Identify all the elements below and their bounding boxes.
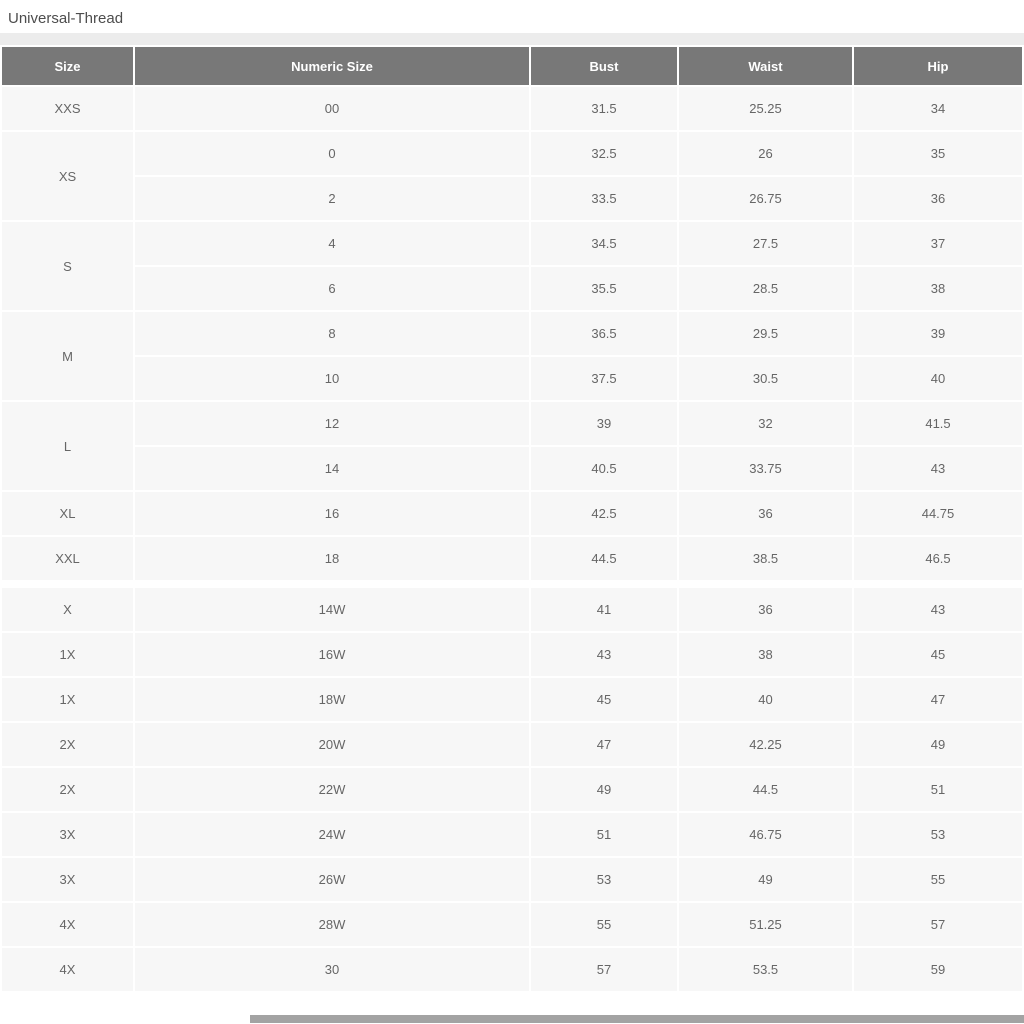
size-cell: XS bbox=[2, 132, 133, 220]
numeric-size-cell: 16W bbox=[135, 633, 529, 676]
hip-cell: 51 bbox=[854, 768, 1022, 811]
col-header-size: Size bbox=[2, 47, 133, 85]
waist-cell: 32 bbox=[679, 402, 852, 445]
hip-cell: 59 bbox=[854, 948, 1022, 991]
numeric-size-cell: 18W bbox=[135, 678, 529, 721]
hip-cell: 43 bbox=[854, 447, 1022, 490]
numeric-size-cell: 8 bbox=[135, 312, 529, 355]
waist-cell: 53.5 bbox=[679, 948, 852, 991]
hip-cell: 53 bbox=[854, 813, 1022, 856]
waist-cell: 44.5 bbox=[679, 768, 852, 811]
bust-cell: 44.5 bbox=[531, 537, 677, 580]
size-cell: XXS bbox=[2, 87, 133, 130]
numeric-size-cell: 10 bbox=[135, 357, 529, 400]
waist-cell: 38.5 bbox=[679, 537, 852, 580]
table-row bbox=[2, 87, 1022, 130]
section-gap bbox=[2, 582, 1022, 586]
numeric-size-cell: 18 bbox=[135, 537, 529, 580]
page-title: Universal-Thread bbox=[8, 10, 124, 27]
waist-cell: 33.75 bbox=[679, 447, 852, 490]
size-cell: 4X bbox=[2, 948, 133, 991]
bust-cell: 33.5 bbox=[531, 177, 677, 220]
size-cell: 4X bbox=[2, 903, 133, 946]
numeric-size-cell: 20W bbox=[135, 723, 529, 766]
bust-cell: 40.5 bbox=[531, 447, 677, 490]
table-row bbox=[2, 357, 1022, 400]
waist-cell: 46.75 bbox=[679, 813, 852, 856]
hip-cell: 49 bbox=[854, 723, 1022, 766]
hip-cell: 47 bbox=[854, 678, 1022, 721]
bust-cell: 41 bbox=[531, 588, 677, 631]
table-row bbox=[2, 537, 1022, 580]
size-cell: 3X bbox=[2, 813, 133, 856]
waist-cell: 28.5 bbox=[679, 267, 852, 310]
size-cell: 1X bbox=[2, 678, 133, 721]
numeric-size-cell: 14 bbox=[135, 447, 529, 490]
hip-cell: 34 bbox=[854, 87, 1022, 130]
bust-cell: 53 bbox=[531, 858, 677, 901]
divider-band bbox=[0, 33, 1024, 45]
hip-cell: 35 bbox=[854, 132, 1022, 175]
bust-cell: 32.5 bbox=[531, 132, 677, 175]
numeric-size-cell: 28W bbox=[135, 903, 529, 946]
table-row bbox=[2, 813, 1022, 856]
hip-cell: 45 bbox=[854, 633, 1022, 676]
table-row bbox=[2, 768, 1022, 811]
waist-cell: 40 bbox=[679, 678, 852, 721]
table-row bbox=[2, 222, 1022, 265]
hip-cell: 36 bbox=[854, 177, 1022, 220]
hip-cell: 57 bbox=[854, 903, 1022, 946]
size-cell: X bbox=[2, 588, 133, 631]
bust-cell: 36.5 bbox=[531, 312, 677, 355]
hip-cell: 41.5 bbox=[854, 402, 1022, 445]
numeric-size-cell: 00 bbox=[135, 87, 529, 130]
size-cell: 2X bbox=[2, 768, 133, 811]
waist-cell: 42.25 bbox=[679, 723, 852, 766]
table-row bbox=[2, 402, 1022, 445]
waist-cell: 51.25 bbox=[679, 903, 852, 946]
numeric-size-cell: 24W bbox=[135, 813, 529, 856]
waist-cell: 26.75 bbox=[679, 177, 852, 220]
col-header-hip: Hip bbox=[854, 47, 1022, 85]
numeric-size-cell: 16 bbox=[135, 492, 529, 535]
bust-cell: 57 bbox=[531, 948, 677, 991]
table-row bbox=[2, 312, 1022, 355]
numeric-size-cell: 26W bbox=[135, 858, 529, 901]
waist-cell: 36 bbox=[679, 492, 852, 535]
size-cell: 3X bbox=[2, 858, 133, 901]
col-header-waist: Waist bbox=[679, 47, 852, 85]
waist-cell: 36 bbox=[679, 588, 852, 631]
waist-cell: 30.5 bbox=[679, 357, 852, 400]
table-row bbox=[2, 633, 1022, 676]
size-cell: XL bbox=[2, 492, 133, 535]
numeric-size-cell: 22W bbox=[135, 768, 529, 811]
bust-cell: 51 bbox=[531, 813, 677, 856]
table-row bbox=[2, 858, 1022, 901]
header-row bbox=[2, 47, 1022, 85]
col-header-bust: Bust bbox=[531, 47, 677, 85]
numeric-size-cell: 4 bbox=[135, 222, 529, 265]
waist-cell: 25.25 bbox=[679, 87, 852, 130]
hip-cell: 39 bbox=[854, 312, 1022, 355]
bust-cell: 45 bbox=[531, 678, 677, 721]
bust-cell: 49 bbox=[531, 768, 677, 811]
waist-cell: 49 bbox=[679, 858, 852, 901]
bust-cell: 43 bbox=[531, 633, 677, 676]
bust-cell: 47 bbox=[531, 723, 677, 766]
size-cell: L bbox=[2, 402, 133, 490]
table-row bbox=[2, 723, 1022, 766]
waist-cell: 26 bbox=[679, 132, 852, 175]
numeric-size-cell: 14W bbox=[135, 588, 529, 631]
size-cell: M bbox=[2, 312, 133, 400]
size-cell: XXL bbox=[2, 537, 133, 580]
col-header-numeric-size: Numeric Size bbox=[135, 47, 529, 85]
size-cell: S bbox=[2, 222, 133, 310]
bust-cell: 31.5 bbox=[531, 87, 677, 130]
hip-cell: 38 bbox=[854, 267, 1022, 310]
size-chart-table bbox=[0, 45, 1024, 993]
bust-cell: 37.5 bbox=[531, 357, 677, 400]
waist-cell: 27.5 bbox=[679, 222, 852, 265]
size-cell: 1X bbox=[2, 633, 133, 676]
size-cell: 2X bbox=[2, 723, 133, 766]
table-row bbox=[2, 588, 1022, 631]
hip-cell: 43 bbox=[854, 588, 1022, 631]
waist-cell: 29.5 bbox=[679, 312, 852, 355]
bust-cell: 34.5 bbox=[531, 222, 677, 265]
waist-cell: 38 bbox=[679, 633, 852, 676]
table-row bbox=[2, 492, 1022, 535]
table-row bbox=[2, 447, 1022, 490]
hip-cell: 37 bbox=[854, 222, 1022, 265]
next-table-partial bbox=[250, 1015, 1024, 1023]
numeric-size-cell: 2 bbox=[135, 177, 529, 220]
bust-cell: 55 bbox=[531, 903, 677, 946]
hip-cell: 40 bbox=[854, 357, 1022, 400]
table-row bbox=[2, 678, 1022, 721]
table-row bbox=[2, 177, 1022, 220]
hip-cell: 46.5 bbox=[854, 537, 1022, 580]
bust-cell: 39 bbox=[531, 402, 677, 445]
table-row bbox=[2, 948, 1022, 991]
numeric-size-cell: 30 bbox=[135, 948, 529, 991]
table-row bbox=[2, 132, 1022, 175]
table-row bbox=[2, 903, 1022, 946]
hip-cell: 55 bbox=[854, 858, 1022, 901]
bust-cell: 42.5 bbox=[531, 492, 677, 535]
bust-cell: 35.5 bbox=[531, 267, 677, 310]
numeric-size-cell: 0 bbox=[135, 132, 529, 175]
numeric-size-cell: 6 bbox=[135, 267, 529, 310]
table-row bbox=[2, 267, 1022, 310]
numeric-size-cell: 12 bbox=[135, 402, 529, 445]
hip-cell: 44.75 bbox=[854, 492, 1022, 535]
